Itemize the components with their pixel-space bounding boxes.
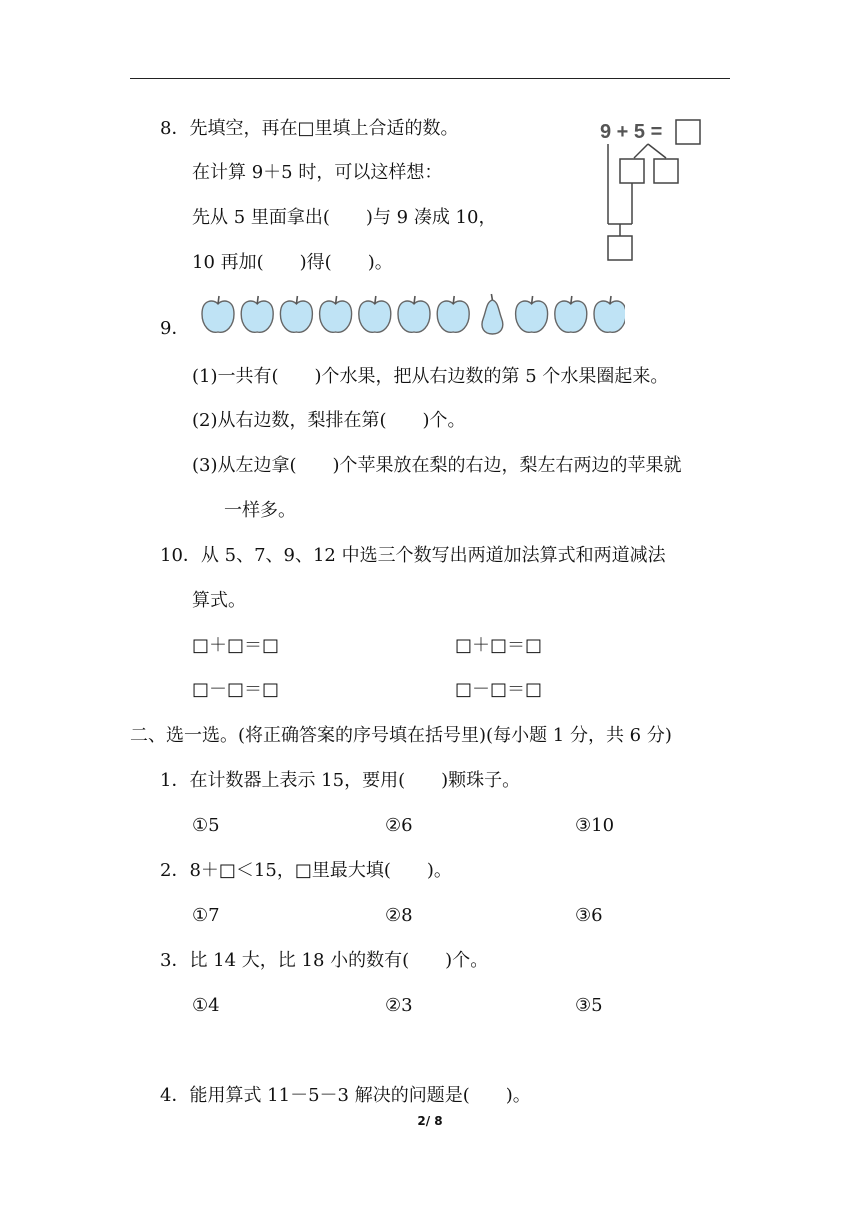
q8-title: 8．先填空，再在□里填上合适的数。 <box>160 118 459 139</box>
split-box-left <box>620 159 644 183</box>
q10-subtraction-1: □－□＝□ <box>192 679 280 700</box>
s2-q2-option-2: ②8 <box>385 905 413 926</box>
s2-q2-option-3: ③6 <box>575 905 603 926</box>
s2-q4-text: 4．能用算式 11－5－3 解决的问题是( )。 <box>160 1085 531 1106</box>
apple-icon <box>280 296 312 332</box>
apple-icon <box>320 296 352 332</box>
s2-q1-option-2: ②6 <box>385 815 413 836</box>
q9-sub-1: (1)一共有( )个水果，把从右边数的第 5 个水果圈起来。 <box>192 366 669 387</box>
q9-sub-2: (2)从右边数，梨排在第( )个。 <box>192 410 466 431</box>
q9-fruit-row <box>200 292 625 336</box>
q9-sub-3-cont: 一样多。 <box>224 500 296 521</box>
q8-line-1: 在计算 9＋5 时，可以这样想： <box>192 162 443 183</box>
s2-q3-option-2: ②3 <box>385 995 413 1016</box>
diagram-equation: 9 + 5 = <box>600 121 663 143</box>
s2-q2-text: 2．8＋□＜15，□里最大填( )。 <box>160 860 452 881</box>
section-2-header: 二、选一选。(将正确答案的序号填在括号里)(每小题 1 分，共 6 分) <box>130 725 672 746</box>
header-rule <box>130 78 730 79</box>
apple-icon <box>437 296 469 332</box>
q8-line-3: 10 再加( )得( )。 <box>192 252 393 273</box>
s2-q1-option-1: ①5 <box>192 815 220 836</box>
apple-icon <box>555 296 587 332</box>
s2-q2-option-1: ①7 <box>192 905 220 926</box>
q8-decomposition-diagram <box>596 112 716 264</box>
q8-line-2: 先从 5 里面拿出( )与 9 凑成 10， <box>192 207 497 228</box>
q10-addition-2: □＋□＝□ <box>455 635 543 656</box>
apple-icon <box>398 296 430 332</box>
q10-line-2: 算式。 <box>192 590 246 611</box>
s2-q1-text: 1．在计数器上表示 15，要用( )颗珠子。 <box>160 770 521 791</box>
q10-line-1: 10．从 5、7、9、12 中选三个数写出两道加法算式和两道减法 <box>160 545 666 566</box>
ten-box <box>608 236 632 260</box>
s2-q1-option-3: ③10 <box>575 815 615 836</box>
q9-sub-3: (3)从左边拿( )个苹果放在梨的右边，梨左右两边的苹果就 <box>192 455 682 476</box>
s2-q3-option-1: ①4 <box>192 995 220 1016</box>
apple-icon <box>359 296 391 332</box>
page-number: 2/ 8 <box>417 1114 443 1128</box>
apple-icon <box>241 296 273 332</box>
q9-number: 9． <box>160 318 190 339</box>
pear-icon <box>482 294 503 334</box>
s2-q3-text: 3．比 14 大，比 18 小的数有( )个。 <box>160 950 489 971</box>
apple-icon <box>516 296 548 332</box>
q10-addition-1: □＋□＝□ <box>192 635 280 656</box>
answer-box <box>676 120 700 144</box>
apple-icon <box>594 296 625 332</box>
apple-icon <box>202 296 234 332</box>
q10-subtraction-2: □－□＝□ <box>455 679 543 700</box>
s2-q3-option-3: ③5 <box>575 995 603 1016</box>
split-box-right <box>654 159 678 183</box>
